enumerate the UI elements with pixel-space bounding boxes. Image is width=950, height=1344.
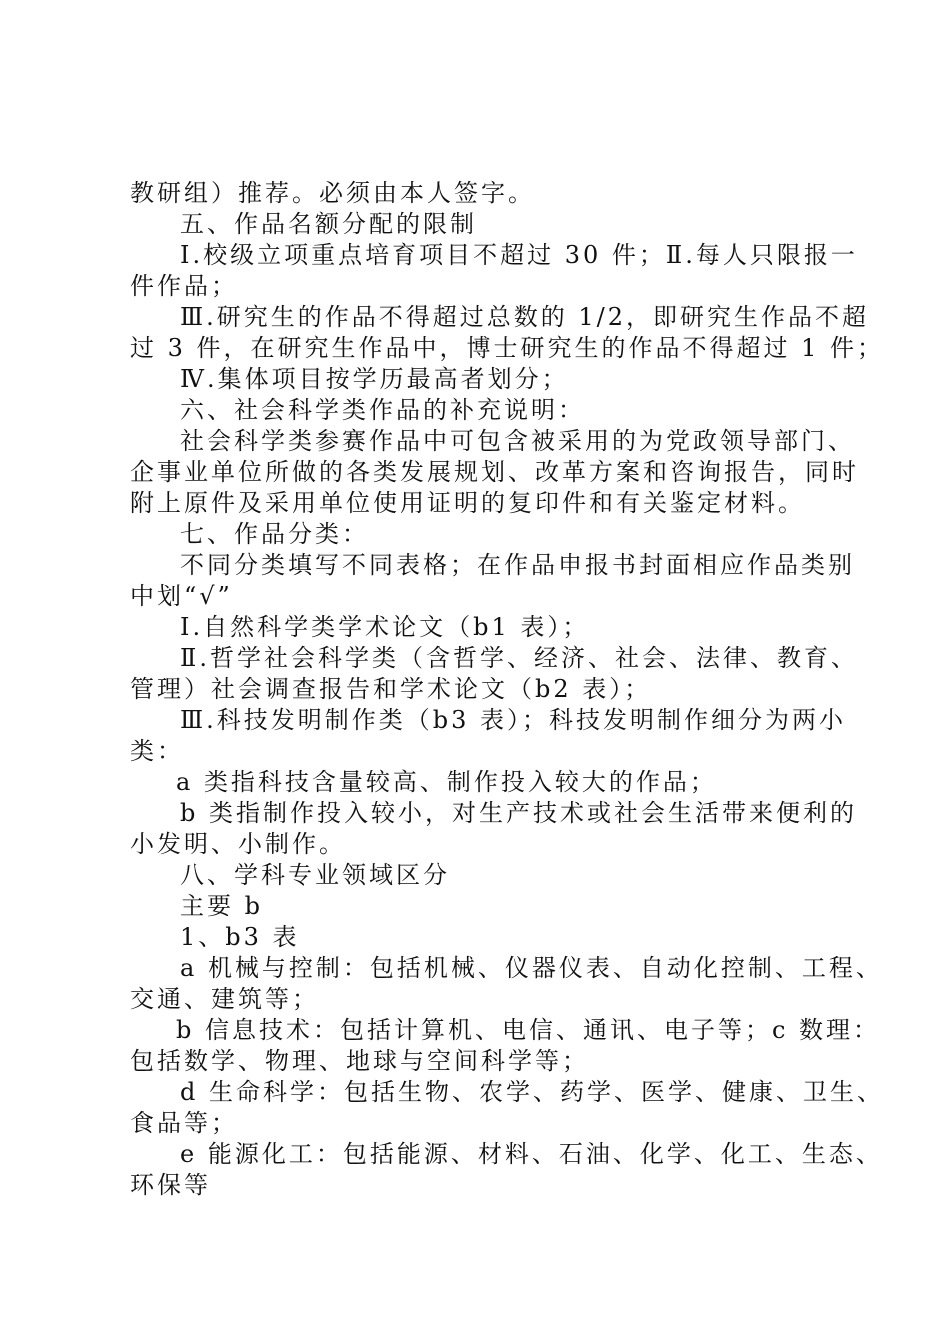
text-line: 主要 b	[180, 892, 263, 920]
text-line: 食品等；	[130, 1109, 238, 1137]
text-line: 中划“√”	[130, 582, 233, 610]
text-line: b 类指制作投入较小，对生产技术或社会生活带来便利的	[180, 799, 857, 827]
text-line: 包括数学、物理、地球与空间科学等；	[130, 1047, 589, 1075]
text-line: 教研组）推荐。必须由本人签字。	[130, 179, 535, 207]
text-line: Ⅳ.集体项目按学历最高者划分；	[180, 365, 569, 393]
text-line: Ⅲ.科技发明制作类（b3 表）；科技发明制作细分为两小	[180, 706, 847, 734]
text-line: 不同分类填写不同表格；在作品申报书封面相应作品类别	[180, 551, 855, 579]
text-line: Ⅲ.研究生的作品不得超过总数的 1/2，即研究生作品不超	[180, 303, 870, 331]
text-line: 环保等	[130, 1171, 211, 1199]
text-line: d 生命科学：包括生物、农学、药学、医学、健康、卫生、	[180, 1078, 884, 1106]
section-heading: 五、作品名额分配的限制	[180, 210, 477, 238]
text-line: 附上原件及采用单位使用证明的复印件和有关鉴定材料。	[130, 489, 805, 517]
section-heading: 八、学科专业领域区分	[180, 861, 450, 889]
text-line: b 信息技术：包括计算机、电信、通讯、电子等；c 数理：	[176, 1016, 881, 1044]
text-line: Ⅰ.自然科学类学术论文（b1 表）；	[180, 613, 590, 641]
text-line: 管理）社会调查报告和学术论文（b2 表）；	[130, 675, 652, 703]
text-line: 类：	[130, 737, 184, 765]
text-line: 社会科学类参赛作品中可包含被采用的为党政领导部门、	[180, 427, 855, 455]
section-heading: 七、作品分类：	[180, 520, 369, 548]
text-line: a 机械与控制：包括机械、仪器仪表、自动化控制、工程、	[180, 954, 883, 982]
text-line: 1、b3 表	[180, 923, 300, 951]
text-line: 过 3 件，在研究生作品中，博士研究生的作品不得超过 1 件；	[130, 334, 885, 362]
text-line: 交通、建筑等；	[130, 985, 319, 1013]
text-line: a 类指科技含量较高、制作投入较大的作品；	[176, 768, 717, 796]
section-heading: 六、社会科学类作品的补充说明：	[180, 396, 585, 424]
text-line: e 能源化工：包括能源、材料、石油、化学、化工、生态、	[180, 1140, 883, 1168]
text-line: 件作品；	[130, 272, 238, 300]
text-line: 小发明、小制作。	[130, 830, 346, 858]
text-line: Ⅰ.校级立项重点培育项目不超过 30 件；Ⅱ.每人只限报一	[180, 241, 858, 269]
text-line: Ⅱ.哲学社会科学类（含哲学、经济、社会、法律、教育、	[180, 644, 858, 672]
text-line: 企事业单位所做的各类发展规划、改革方案和咨询报告，同时	[130, 458, 859, 486]
